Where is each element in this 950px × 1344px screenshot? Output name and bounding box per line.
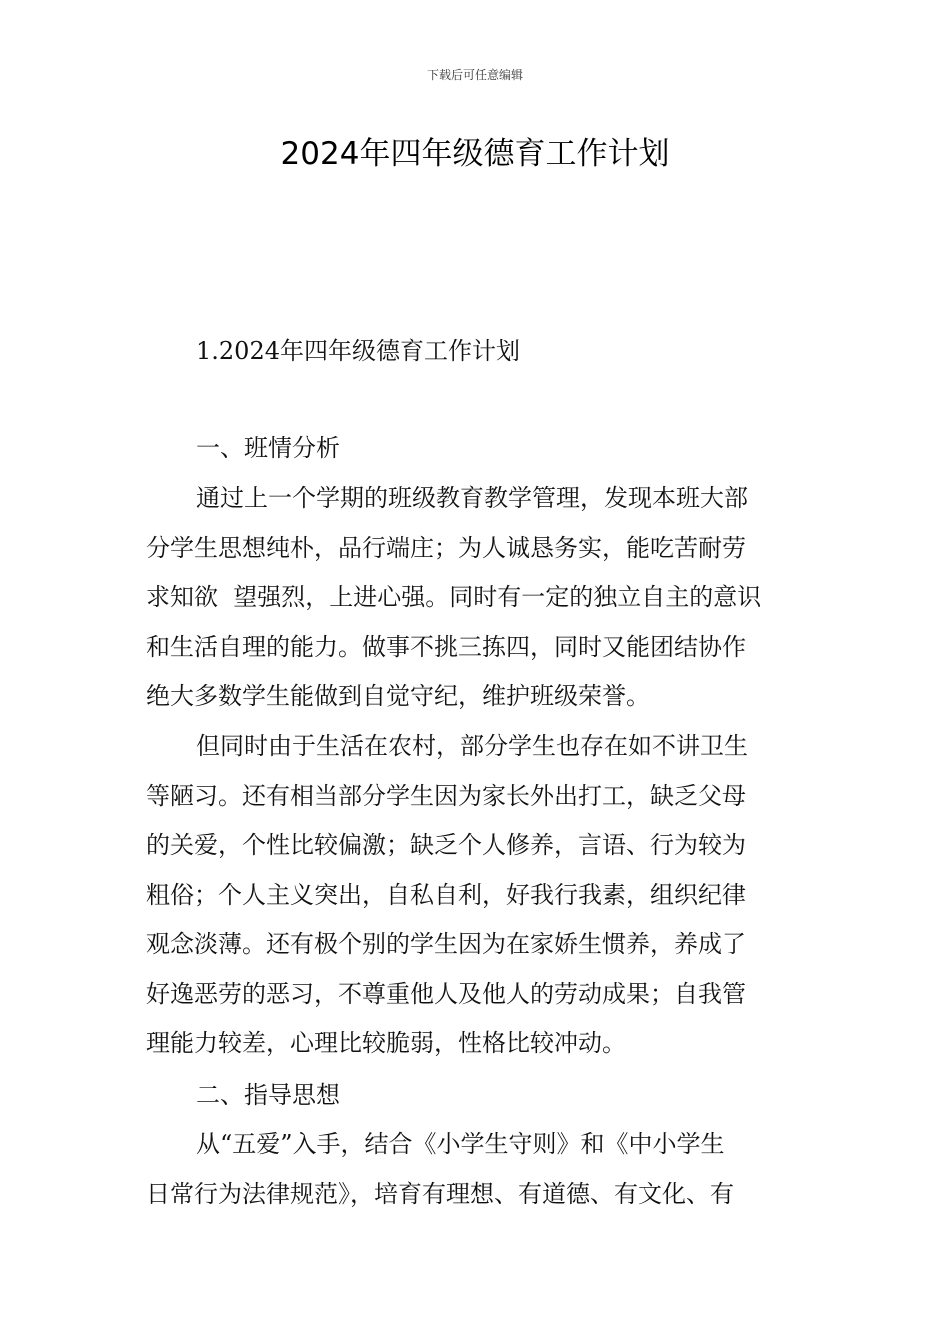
subtitle: 1.2024年四年级德育工作计划 <box>196 337 520 365</box>
text-line: 日常行为法律规范》，培育有理想、有道德、有文化、有 <box>146 1179 734 1208</box>
paragraph-class-analysis-2 <box>146 722 810 1069</box>
text-line: 和生活自理的能力。做事不挑三拣四，同时又能团结协作 <box>146 632 746 661</box>
text-line: 粗俗；个人主义突出，自私自利，好我行我素，组织纪律 <box>146 880 746 909</box>
text-line: 但同时由于生活在农村，部分学生也存在如不讲卫生 <box>196 732 748 760</box>
text-line: 绝大多数学生能做到自觉守纪，维护班级荣誉。 <box>146 682 650 710</box>
text-line: 求知欲 望强烈，上进心强。同时有一定的独立自主的意识 <box>146 583 762 611</box>
text-line: 等陋习。还有相当部分学生因为家长外出打工，缺乏父母 <box>146 781 746 810</box>
document-title: 2024年四年级德育工作计划 <box>280 136 670 172</box>
text-line: 从“五爱”入手，结合《小学生守则》和《中小学生 <box>196 1130 725 1158</box>
text-line: 分学生思想纯朴，品行端庄；为人诚恳务实，能吃苦耐劳 <box>146 533 746 562</box>
section-heading-class-analysis: 一、班情分析 <box>196 434 340 462</box>
paragraph-class-analysis-1 <box>146 474 810 722</box>
text-line: 的关爱，个性比较偏激；缺乏个人修养，言语、行为较为 <box>146 831 746 859</box>
paragraph-guiding-thought <box>146 1120 810 1219</box>
section-heading-guiding-thought: 二、指导思想 <box>196 1081 340 1109</box>
text-line: 通过上一个学期的班级教育教学管理，发现本班大部 <box>196 484 748 512</box>
text-line: 观念淡薄。还有极个别的学生因为在家娇生惯养，养成了 <box>146 930 746 958</box>
text-line: 好逸恶劳的恶习，不尊重他人及他人的劳动成果；自我管 <box>146 979 746 1008</box>
text-line: 理能力较差，心理比较脆弱，性格比较冲动。 <box>146 1029 626 1057</box>
header-note: 下载后可任意编辑 <box>426 68 523 82</box>
